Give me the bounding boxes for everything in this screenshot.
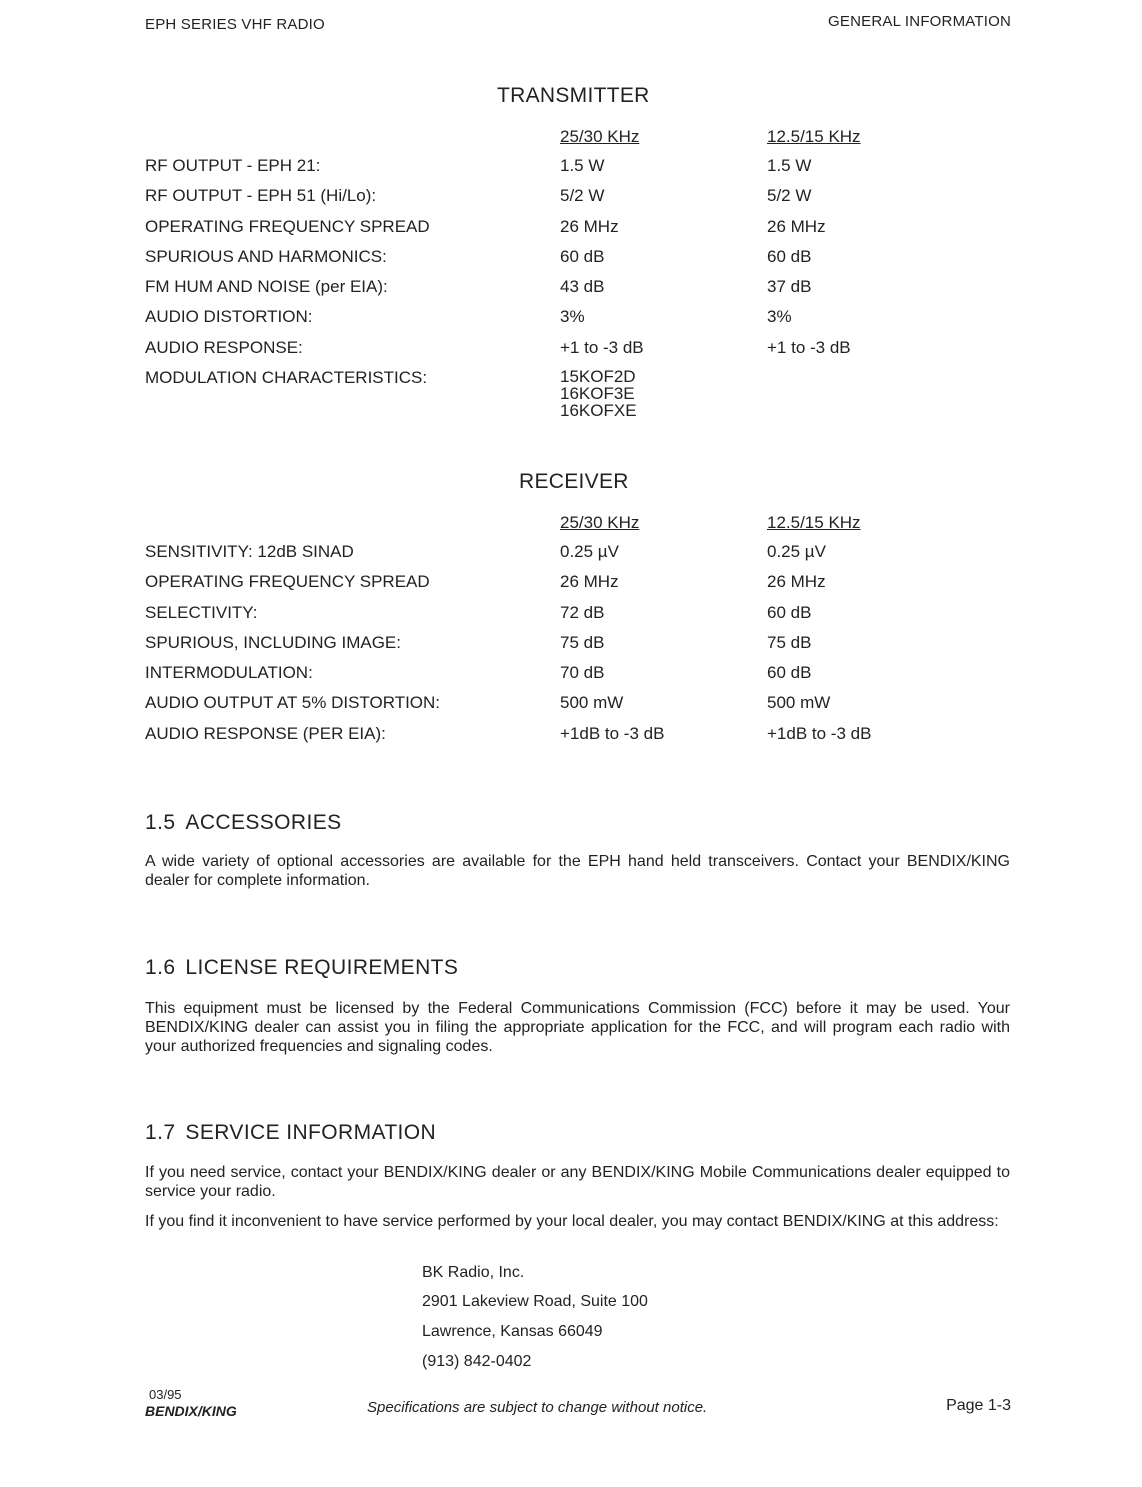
address-phone: (913) 842-0402: [422, 1353, 532, 1370]
table-row: [145, 277, 967, 307]
spec-value: 75 dB: [560, 632, 605, 652]
service-paragraph-2: If you find it inconvenient to have service performed by your local dealer, you may contact BENDIX/KING at this address:: [145, 1213, 999, 1230]
address-street: 2901 Lakeview Road, Suite 100: [422, 1293, 648, 1310]
spec-label: AUDIO DISTORTION:: [145, 307, 313, 327]
running-header-right: GENERAL INFORMATION: [828, 13, 1011, 30]
transmitter-spec-table: [145, 127, 967, 419]
spec-value: 75 dB: [767, 632, 812, 652]
modulation-code: 16KOFXE: [560, 401, 637, 421]
spec-value: 26 MHz: [767, 572, 826, 592]
spec-value: 43 dB: [560, 277, 605, 297]
section-heading-license: [145, 956, 458, 980]
column-header-25-30khz: 25/30 KHz: [560, 513, 640, 532]
spec-label: OPERATING FREQUENCY SPREAD: [145, 216, 430, 236]
spec-value: 5/2 W: [560, 186, 605, 206]
modulation-code: 15KOF2D: [560, 367, 636, 387]
table-row: [145, 217, 967, 247]
spec-label: SPURIOUS, INCLUDING IMAGE:: [145, 632, 401, 652]
column-header-12-5-15khz: 12.5/15 KHz: [767, 127, 861, 146]
spec-value: +1 to -3 dB: [767, 337, 851, 357]
section-title: ACCESSORIES: [185, 811, 342, 834]
spec-value: 3%: [767, 307, 792, 327]
page-number: Page 1-3: [946, 1397, 1011, 1414]
receiver-spec-table: [145, 513, 967, 754]
spec-value: 26 MHz: [560, 216, 619, 236]
spec-value: 1.5 W: [767, 156, 812, 175]
spec-label: INTERMODULATION:: [145, 663, 313, 683]
table-row: [145, 542, 967, 572]
address-city: Lawrence, Kansas 66049: [422, 1323, 603, 1340]
section-title: SERVICE INFORMATION: [185, 1121, 437, 1144]
modulation-code: 16KOF3E: [560, 384, 635, 404]
table-row: [145, 633, 967, 663]
table-row: [145, 368, 967, 419]
table-row: [145, 663, 967, 693]
address-company: BK Radio, Inc.: [422, 1264, 525, 1281]
section-number: 1.6: [145, 956, 176, 979]
section-heading-accessories: [145, 811, 342, 835]
spec-value: 37 dB: [767, 277, 812, 297]
transmitter-title: TRANSMITTER: [497, 84, 650, 107]
table-row: [145, 156, 967, 186]
accessories-paragraph: A wide variety of optional accessories are available for the EPH hand held transceivers. Contact your BENDIX/KING dealer for complete information.: [145, 853, 1010, 889]
spec-value: 60 dB: [767, 663, 812, 683]
spec-value: 5/2 W: [767, 186, 812, 206]
table-row: [145, 338, 967, 368]
table-row: [145, 603, 967, 633]
table-row: [145, 307, 967, 337]
table-header-row: [145, 127, 967, 156]
spec-value: 60 dB: [767, 602, 812, 622]
spec-value: 26 MHz: [560, 572, 619, 592]
spec-value: +1dB to -3 dB: [560, 723, 665, 743]
spec-label: MODULATION CHARACTERISTICS:: [145, 368, 428, 388]
spec-label: FM HUM AND NOISE (per EIA):: [145, 277, 388, 297]
table-row: [145, 247, 967, 277]
section-title: LICENSE REQUIREMENTS: [185, 956, 459, 979]
table-row: [145, 186, 967, 216]
column-header-12-5-15khz: 12.5/15 KHz: [767, 513, 861, 532]
footer-disclaimer: Specifications are subject to change without notice.: [367, 1399, 708, 1416]
spec-label: SELECTIVITY:: [145, 602, 258, 622]
running-header-left: EPH SERIES VHF RADIO: [145, 16, 325, 33]
spec-value: 70 dB: [560, 663, 605, 683]
column-header-25-30khz: 25/30 KHz: [560, 127, 640, 146]
spec-label: AUDIO RESPONSE (PER EIA):: [145, 723, 386, 743]
spec-value: 0.25 µV: [560, 542, 619, 561]
spec-value: 26 MHz: [767, 216, 826, 236]
spec-value: 500 mW: [767, 693, 831, 713]
spec-label: SPURIOUS AND HARMONICS:: [145, 246, 387, 266]
table-header-row: [145, 513, 967, 542]
spec-value: 500 mW: [560, 693, 624, 713]
spec-label: RF OUTPUT - EPH 51 (Hi/Lo):: [145, 186, 377, 206]
spec-value-list: [560, 368, 767, 419]
spec-label: AUDIO RESPONSE:: [145, 337, 303, 357]
footer-brand: BENDIX/KING: [145, 1403, 237, 1419]
receiver-title: RECEIVER: [519, 470, 629, 493]
spec-value: 1.5 W: [560, 156, 605, 175]
spec-value: 0.25 µV: [767, 542, 826, 561]
spec-value: +1 to -3 dB: [560, 337, 644, 357]
spec-value: +1dB to -3 dB: [767, 723, 872, 743]
footer-date: 03/95: [149, 1387, 182, 1402]
table-row: [145, 693, 967, 723]
spec-label: OPERATING FREQUENCY SPREAD: [145, 572, 430, 592]
service-paragraph-1: If you need service, contact your BENDIX/KING dealer or any BENDIX/KING Mobile Communications dealer equipped to service your radio.: [145, 1164, 1010, 1200]
section-number: 1.7: [145, 1121, 176, 1144]
spec-value: 3%: [560, 307, 585, 327]
spec-label: SENSITIVITY: 12dB SINAD: [145, 542, 354, 561]
spec-value: [767, 368, 967, 419]
section-heading-service: [145, 1121, 436, 1145]
license-paragraph: This equipment must be licensed by the Federal Communications Commission (FCC) before it may be used. Your BENDIX/KING dealer can assist you in filing the appropriate application for the FCC, and will program each radio with your authorized frequencies and signaling codes.: [145, 1000, 1010, 1055]
spec-value: 72 dB: [560, 602, 605, 622]
table-row: [145, 724, 967, 754]
section-number: 1.5: [145, 811, 176, 834]
spec-label: RF OUTPUT - EPH 21:: [145, 156, 321, 175]
spec-label: AUDIO OUTPUT AT 5% DISTORTION:: [145, 693, 441, 713]
spec-value: 60 dB: [560, 246, 605, 266]
spec-value: 60 dB: [767, 246, 812, 266]
table-row: [145, 572, 967, 602]
